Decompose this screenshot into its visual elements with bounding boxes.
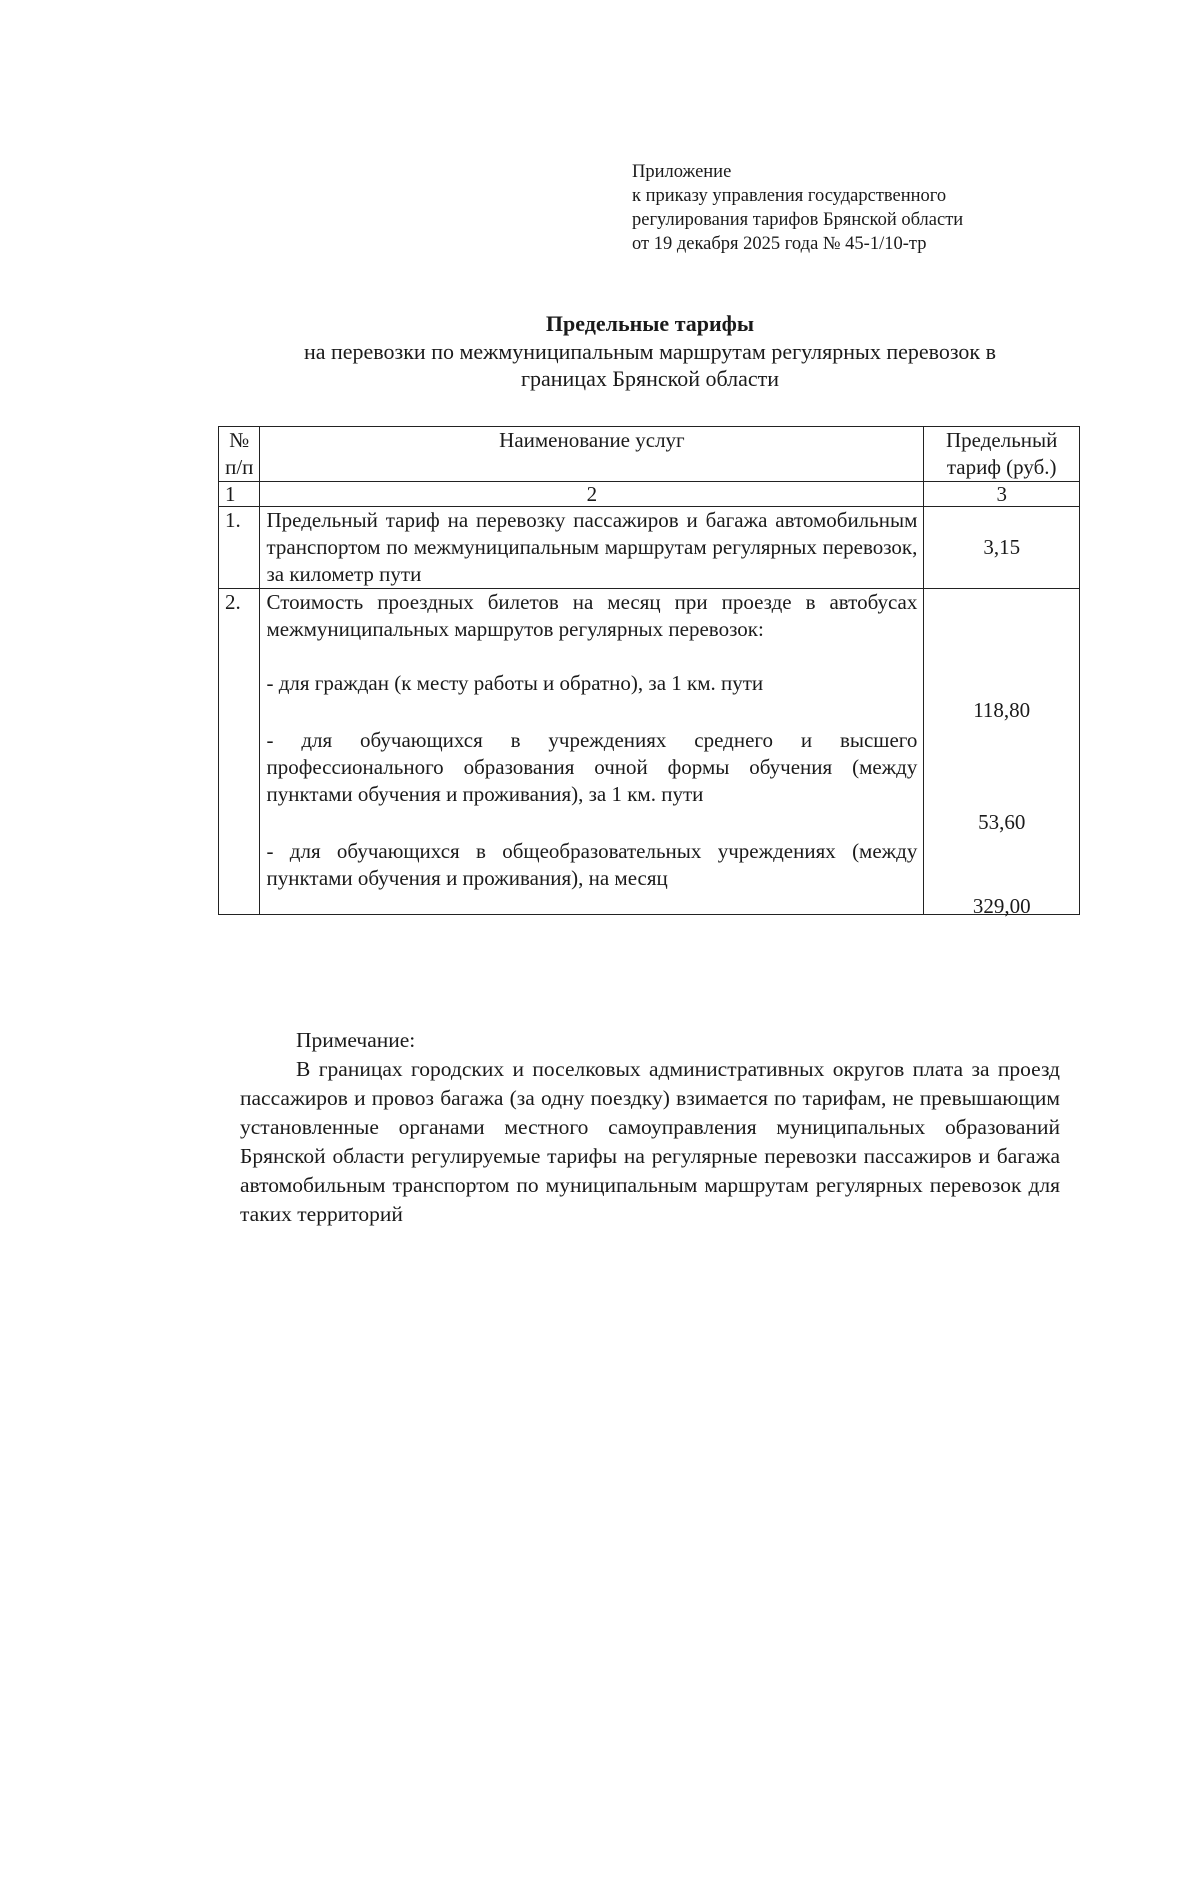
document-subtitle-line: границах Брянской области	[520, 366, 780, 391]
index-cell: 1	[219, 482, 260, 507]
table-row	[219, 589, 1080, 915]
appendix-line: Приложение	[632, 162, 732, 182]
row-item-tariff: 329,00	[972, 894, 1031, 918]
header-tariff: Предельный тариф (руб.)	[924, 427, 1080, 482]
row-tariff-cell	[924, 589, 1080, 918]
row-intro: Стоимость проездных билетов на месяц при проезде в автобусах межмуниципальных маршрутов регулярных перевозок:	[266, 590, 918, 641]
appendix-line: от 19 декабря 2025 года № 45-1/10-тр	[632, 234, 927, 254]
row-item-text: - для обучающихся в учреждениях среднего и высшего профессионального образования очной формы обучения (между пунктами обучения и проживания), за 1 км. пути	[266, 728, 918, 806]
tariffs-table	[218, 426, 1080, 918]
document-title-block	[200, 310, 1100, 392]
row-item-text: - для граждан (к месту работы и обратно), за 1 км. пути	[266, 671, 764, 695]
appendix-header	[632, 160, 1052, 256]
appendix-line: к приказу управления государственного	[632, 186, 947, 206]
row-item-text: - для обучающихся в общеобразовательных учреждениях (между пунктами обучения и проживания), на месяц	[266, 839, 918, 890]
row-name: Предельный тариф на перевозку пассажиров и багажа автомобильным транспортом по межмуниципальным маршрутам регулярных перевозок, за километр пути	[260, 507, 924, 589]
row-item-tariff: 118,80	[973, 698, 1031, 722]
index-cell: 3	[924, 482, 1080, 507]
row-item-tariff: 53,60	[978, 810, 1026, 834]
document-subtitle-line: на перевозки по межмуниципальным маршрутам регулярных перевозок в	[303, 339, 997, 364]
table-row	[219, 507, 1080, 589]
row-name	[260, 589, 924, 915]
header-name: Наименование услуг	[260, 427, 924, 482]
note-text: В границах городских и поселковых административных округов плата за проезд пассажиров и провоз багажа (за одну поездку) взимается по тарифам, не превышающим установленные органами местного самоуправления муниципальных образований Брянской области регулируемые тарифы на регулярные перевозки пассажиров и багажа автомобильным транспортом по муниципальным маршрутам регулярных перевозок для таких территорий	[240, 1057, 1060, 1226]
document-title: Предельные тарифы	[545, 311, 755, 336]
row-num: 2.	[219, 589, 260, 915]
index-cell: 2	[260, 482, 924, 507]
note-block	[240, 1026, 1060, 1229]
table-header-row	[219, 427, 1080, 482]
note-label: Примечание:	[296, 1028, 416, 1052]
table-index-row	[219, 482, 1080, 507]
row-tariff: 3,15	[924, 507, 1080, 589]
appendix-line: регулирования тарифов Брянской области	[632, 210, 964, 230]
header-num: № п/п	[219, 427, 260, 482]
row-num: 1.	[219, 507, 260, 589]
